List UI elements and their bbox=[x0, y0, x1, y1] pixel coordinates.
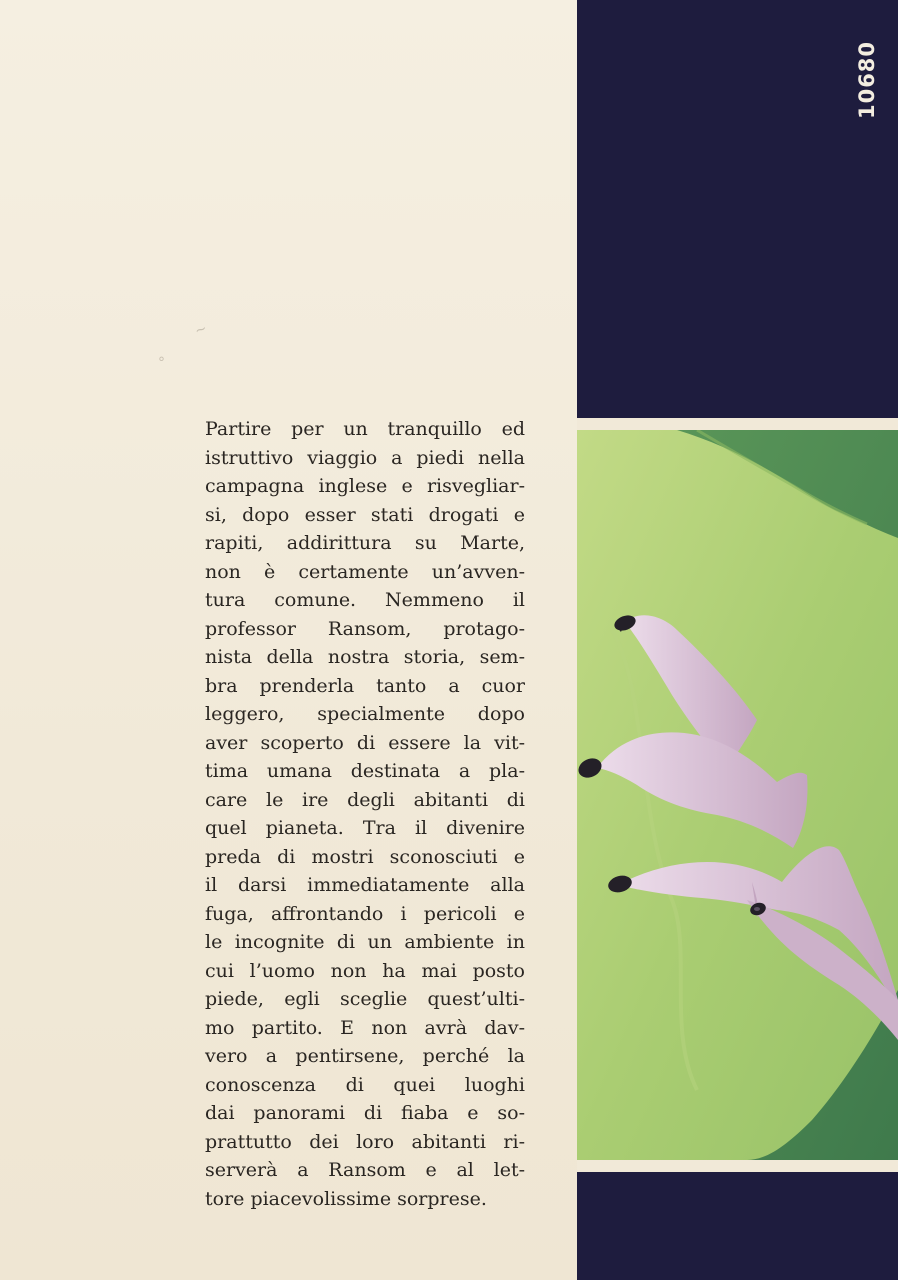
synopsis-line: quel pianeta. Tra il divenire bbox=[205, 817, 525, 839]
alien-claw-illustration bbox=[577, 430, 898, 1160]
synopsis-line: bra prenderla tanto a cuor bbox=[205, 674, 525, 697]
synopsis-line: tura comune. Nemmeno il bbox=[205, 589, 525, 611]
synopsis-line: le incognite di un ambiente in bbox=[205, 931, 525, 953]
synopsis-line: mo partito. E non avrà dav- bbox=[205, 1016, 525, 1039]
synopsis-line: leggero, specialmente dopo bbox=[205, 703, 525, 725]
synopsis-line: tima umana destinata a pla- bbox=[205, 760, 525, 782]
synopsis-line: care le ire degli abitanti di bbox=[205, 788, 525, 811]
synopsis-line: vero a pentirsene, perché la bbox=[205, 1045, 525, 1067]
synopsis-line: Partire per un tranquillo ed bbox=[205, 418, 525, 440]
pencil-mark: ° bbox=[158, 355, 165, 371]
synopsis-line: fuga, affrontando i pericoli e bbox=[205, 902, 525, 925]
synopsis-line: serverà a Ransom e al let- bbox=[205, 1159, 525, 1181]
synopsis-line: campagna inglese e risvegliar- bbox=[205, 475, 525, 497]
synopsis-line: preda di mostri sconosciuti e bbox=[205, 845, 525, 868]
navy-band-bottom bbox=[577, 1172, 898, 1280]
synopsis-line: aver scoperto di essere la vit- bbox=[205, 731, 525, 754]
synopsis-line: prattutto dei loro abitanti ri- bbox=[205, 1130, 525, 1153]
synopsis-line: professor Ransom, protago- bbox=[205, 617, 525, 640]
synopsis-line: non è certamente un’avven- bbox=[205, 560, 525, 583]
synopsis-line: tore piacevolissime sorprese. bbox=[205, 1187, 487, 1210]
synopsis-line: piede, egli sceglie quest’ulti- bbox=[205, 988, 525, 1010]
navy-band-top bbox=[577, 0, 898, 418]
synopsis-line: istruttivo viaggio a piedi nella bbox=[205, 446, 525, 469]
synopsis-line: conoscenza di quei luoghi bbox=[205, 1073, 525, 1096]
alien-claw-icon bbox=[577, 430, 898, 1160]
catalog-number-text: 10680 bbox=[855, 40, 879, 120]
catalog-number bbox=[847, 40, 887, 120]
synopsis-line: nista della nostra storia, sem- bbox=[205, 646, 525, 668]
cover-art-strip bbox=[577, 0, 898, 1280]
synopsis-line: rapiti, addirittura su Marte, bbox=[205, 532, 525, 554]
synopsis-line: si, dopo esser stati drogati e bbox=[205, 503, 525, 526]
synopsis-line: il darsi immediatamente alla bbox=[205, 874, 525, 896]
synopsis-text bbox=[205, 415, 525, 1213]
pencil-mark: ~ bbox=[192, 320, 210, 340]
synopsis-line: dai panorami di fiaba e so- bbox=[205, 1102, 525, 1124]
synopsis-line: cui l’uomo non ha mai posto bbox=[205, 959, 525, 982]
